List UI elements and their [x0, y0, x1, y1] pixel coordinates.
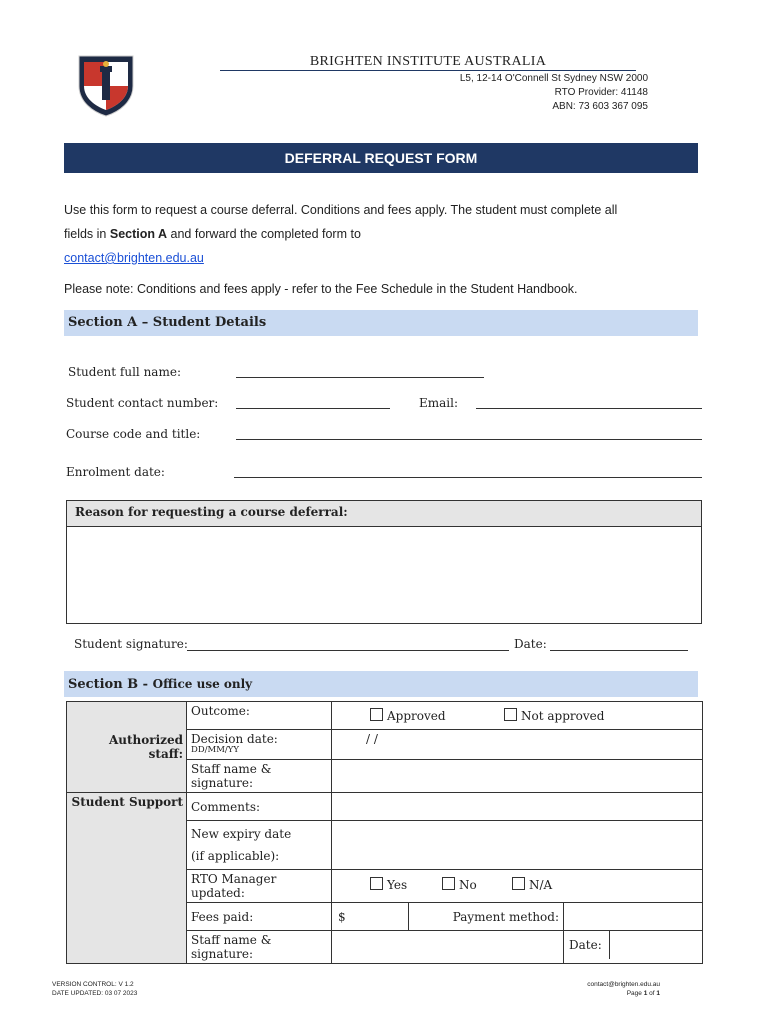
email-field[interactable] — [476, 408, 702, 409]
enrolment-date-field[interactable] — [234, 477, 702, 478]
header-rule — [220, 70, 636, 71]
fees-amount-field[interactable]: $ — [332, 903, 409, 931]
payment-method-label: Payment method: — [409, 903, 564, 931]
page-total: 1 — [656, 990, 660, 997]
date-format-hint: DD/MM/YY — [191, 745, 239, 755]
contact-number-label: Student contact number: — [66, 396, 219, 410]
reason-box — [66, 500, 702, 624]
org-abn: ABN: 73 603 367 095 — [552, 101, 648, 112]
comments-label: Comments: — [187, 793, 332, 821]
page-number — [560, 989, 660, 998]
approved-option[interactable] — [370, 708, 504, 723]
org-details — [420, 72, 648, 114]
section-b-title: Section B - — [68, 677, 153, 692]
decision-date-label: Decision date: — [191, 732, 278, 746]
date-field[interactable] — [610, 931, 702, 959]
no-checkbox[interactable] — [442, 877, 455, 890]
full-name-label: Student full name: — [68, 365, 181, 379]
not-approved-option[interactable] — [504, 709, 604, 723]
footer-contact — [560, 980, 660, 998]
footer-version — [52, 980, 137, 998]
date-label: Date: — [564, 931, 610, 959]
new-expiry-label-1: New expiry date — [191, 827, 292, 841]
section-b-heading — [64, 671, 698, 697]
authorized-staff-label: Authorized staff: — [67, 702, 187, 793]
intro-line-1: Use this form to request a course deferral. Conditions and fees apply. The student must complete all — [64, 203, 618, 217]
page-mid: of — [647, 990, 657, 997]
student-signature-field[interactable] — [187, 650, 509, 651]
student-date-label: Date: — [514, 637, 547, 651]
new-expiry-field[interactable] — [332, 821, 703, 870]
rto-manager-label: RTO Manager updated: — [187, 870, 332, 903]
course-label: Course code and title: — [66, 427, 201, 441]
date-updated: DATE UPDATED: 03 07 2023 — [52, 990, 138, 997]
student-signature-label: Student signature: — [74, 637, 188, 651]
intro-line-2-post: and forward the completed form to — [167, 227, 361, 241]
student-support-label: Student Support — [67, 793, 187, 964]
no-option[interactable] — [442, 877, 512, 892]
section-a-heading: Section A – Student Details — [64, 310, 698, 336]
approved-label: Approved — [387, 709, 446, 723]
reason-label: Reason for requesting a course deferral: — [67, 501, 701, 527]
na-option[interactable] — [512, 878, 552, 892]
outcome-label: Outcome: — [187, 702, 332, 730]
student-date-field[interactable] — [550, 650, 688, 651]
decision-date-field[interactable]: / / — [332, 730, 703, 760]
new-expiry-cell — [187, 821, 332, 870]
intro-text — [64, 198, 704, 270]
yes-label: Yes — [387, 878, 408, 892]
form-title: DEFERRAL REQUEST FORM — [64, 143, 698, 173]
full-name-field[interactable] — [236, 377, 484, 378]
staff-signature-field[interactable] — [332, 760, 703, 793]
section-b-subtitle: Office use only — [152, 677, 253, 691]
na-checkbox[interactable] — [512, 877, 525, 890]
staff-signature-2-field[interactable] — [332, 931, 564, 964]
fees-note: Please note: Conditions and fees apply - refer to the Fee Schedule in the Student Handbook. — [64, 282, 578, 296]
payment-method-field[interactable] — [564, 903, 703, 931]
page-pre: Page — [626, 990, 644, 997]
reason-input-area[interactable] — [67, 527, 701, 623]
new-expiry-label-2: (if applicable): — [191, 849, 280, 863]
contact-number-field[interactable] — [236, 408, 390, 409]
date-cell — [564, 931, 703, 964]
rto-manager-options — [332, 870, 703, 903]
email-label: Email: — [419, 396, 459, 410]
course-field[interactable] — [236, 439, 702, 440]
yes-checkbox[interactable] — [370, 877, 383, 890]
not-approved-checkbox[interactable] — [504, 708, 517, 721]
fees-paid-label: Fees paid: — [187, 903, 332, 931]
comments-field[interactable] — [332, 793, 703, 821]
org-rto: RTO Provider: 41148 — [554, 87, 648, 98]
office-use-table — [66, 701, 703, 964]
enrolment-date-label: Enrolment date: — [66, 465, 165, 479]
no-label: No — [459, 878, 477, 892]
yes-option[interactable] — [370, 877, 442, 892]
intro-line-2 — [64, 222, 704, 246]
not-approved-label: Not approved — [521, 709, 605, 723]
staff-signature-label: Staff name & signature: — [187, 760, 332, 793]
org-address: L5, 12-14 O'Connell St Sydney NSW 2000 — [459, 73, 648, 84]
intro-line-2-pre: fields in — [64, 227, 110, 241]
approved-checkbox[interactable] — [370, 708, 383, 721]
contact-email-link[interactable]: contact@brighten.edu.au — [64, 251, 204, 265]
institute-logo — [73, 52, 139, 118]
version-control: VERSION CONTROL: V 1.2 — [52, 981, 134, 988]
na-label: N/A — [529, 878, 553, 892]
intro-section-a-bold: Section A — [109, 227, 168, 241]
org-name: BRIGHTEN INSTITUTE AUSTRALIA — [309, 54, 547, 69]
decision-date-cell — [187, 730, 332, 760]
page-num: 1 — [643, 990, 648, 997]
outcome-options — [332, 702, 703, 730]
footer-email: contact@brighten.edu.au — [587, 981, 660, 988]
staff-signature-2-label: Staff name & signature: — [187, 931, 332, 964]
